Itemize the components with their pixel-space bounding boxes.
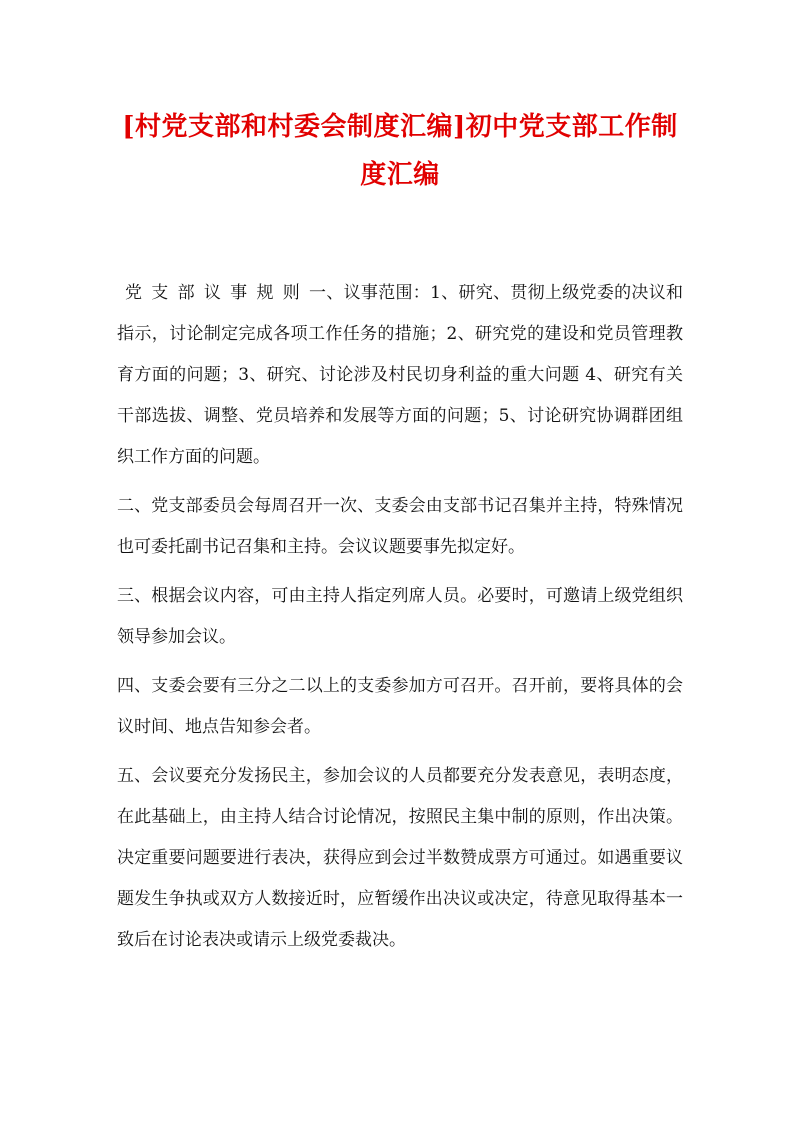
document-title: [村党支部和村委会制度汇编]初中党支部工作制度汇编 [122,112,678,190]
paragraph-1-lead: 党支部议事规则 [125,283,310,303]
document-page [0,103,800,1138]
paragraph-5: 五、会议要充分发扬民主，参加会议的人员都要充分发表意见，表明态度，在此基础上，由主持人结合讨论情况，按照民主集中制的原则，作出决策。决定重要问题要进行表决，获得应到会过半数赞成票方可通过。如遇重要议题发生争执或双方人数接近时，应暂缓作出决议或决定，待意见取得基本一致后在讨论表决或请示上级党委裁决。 [117,766,683,950]
paragraph-1 [117,273,683,478]
paragraph-4: 四、支委会要有三分之二以上的支委参加方可召开。召开前，要将具体的会议时间、地点告知参会者。 [117,676,683,737]
paragraph-3: 三、根据会议内容，可由主持人指定列席人员。必要时，可邀请上级党组织领导参加会议。 [117,586,683,647]
paragraph-2: 二、党支部委员会每周召开一次、支委会由支部书记召集并主持，特殊情况也可委托副书记召集和主持。会议议题要事先拟定好。 [117,496,683,557]
document-body [117,273,683,961]
paragraph-1-text: 一、议事范围：1、研究、贯彻上级党委的决议和指示，讨论制定完成各项工作任务的措施；2、研究党的建设和党员管理教育方面的问题；3、研究、讨论涉及村民切身利益的重大问题 4、研究有关干部选拔、调整、党员培养和发展等方面的问题；5、讨论研究协调群团组织工作方面的问题。 [117,283,683,467]
